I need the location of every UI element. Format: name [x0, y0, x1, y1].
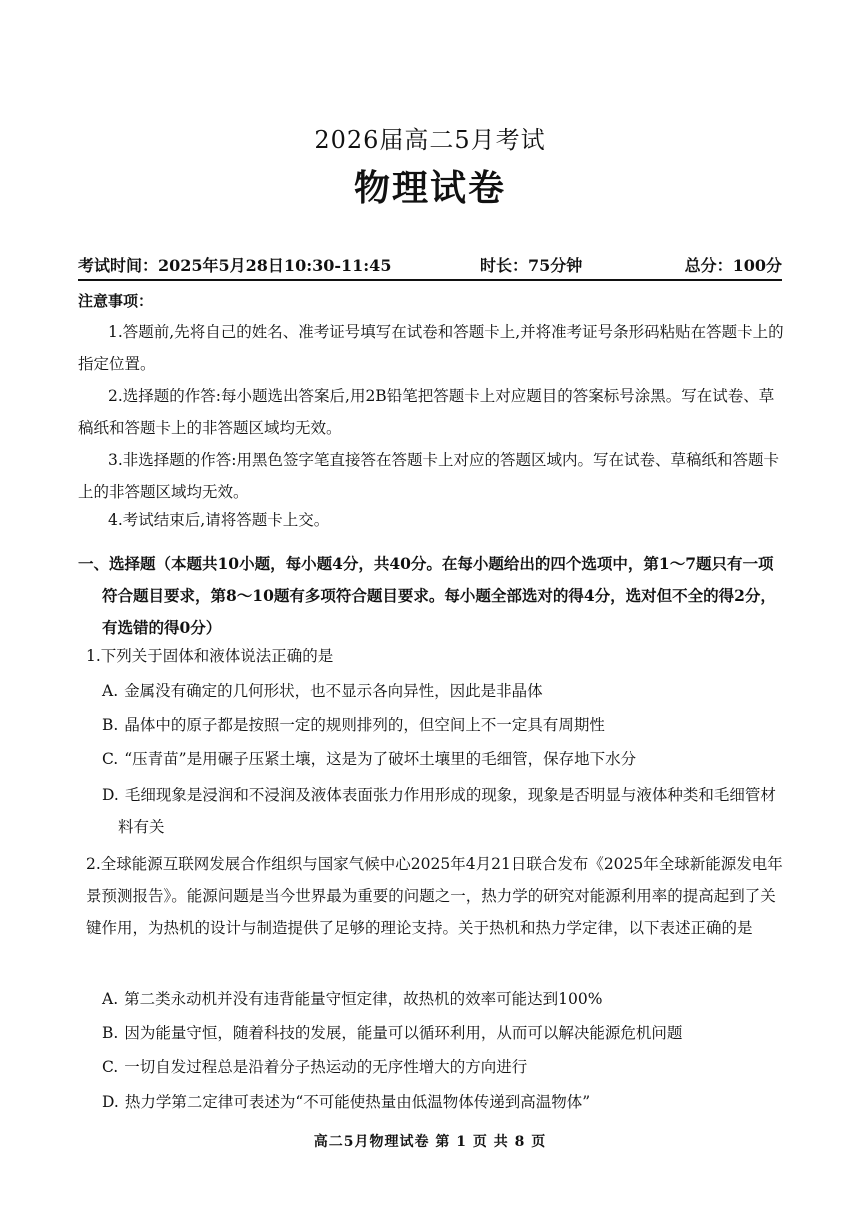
option-text: 热力学第二定律可表述为“不可能使热量由低温物体传递到高温物体” — [124, 1093, 591, 1111]
option-text: 毛细现象是浸润和不浸润及液体表面张力作用形成的现象，现象是否明显与液体种类和毛细管材料有关 — [118, 786, 776, 836]
section-heading-choice: 一、选择题（本题共10小题，每小题4分，共40分。在每小题给出的四个选项中，第1～7题只有一项符合题目要求，第8～10题有多项符合题目要求。每小题全部选对的得4分，选对但不全的得2分，有选错的得0分） — [78, 554, 776, 637]
option-letter: B. — [102, 716, 119, 734]
question-2-stem: 2.全球能源互联网发展合作组织与国家气候中心2025年4月21日联合发布《2025年全球新能源发电年景预测报告》。能源问题是当今世界最为重要的问题之一，热力学的研究对能源利用率的提高起到了关键作用，为热机的设计与制造提供了足够的理论支持。关于热机和热力学定律，以下表述正确的是 — [86, 855, 783, 937]
exam-total-score: 总分：100分 — [684, 256, 782, 275]
notice-item-2: 2.选择题的作答:每小题选出答案后,用2B铅笔把答题卡上对应题目的答案标号涂黑。写在试卷、草稿纸和答题卡上的非答题区域均无效。 — [78, 387, 775, 437]
notice-item-3: 3.非选择题的作答:用黑色签字笔直接答在答题卡上对应的答题区域内。写在试卷、草稿纸和答题卡上的非答题区域均无效。 — [78, 451, 780, 501]
option-text: 晶体中的原子都是按照一定的规则排列的，但空间上不一定具有周期性 — [124, 716, 605, 734]
option-text: “压青苗”是用碾子压紧土壤，这是为了破坏土壤里的毛细管，保存地下水分 — [124, 750, 637, 768]
option-letter: D. — [102, 1093, 119, 1111]
question-1-option-c — [102, 743, 786, 775]
notice-item-4: 4.考试结束后,请将答题卡上交。 — [108, 511, 330, 529]
question-2-option-c — [102, 1051, 786, 1083]
question-1-option-a — [102, 675, 786, 707]
option-letter: C. — [102, 1058, 119, 1076]
exam-time: 考试时间：2025年5月28日10:30-11:45 — [78, 256, 392, 275]
exam-subtitle: 2026届高二5月考试 — [314, 126, 546, 154]
option-letter: B. — [102, 1024, 119, 1042]
question-1-stem: 1.下列关于固体和液体说法正确的是 — [86, 647, 334, 665]
option-text: 一切自发过程总是沿着分子热运动的无序性增大的方向进行 — [124, 1058, 528, 1076]
question-2-option-b — [102, 1017, 786, 1049]
option-text: 金属没有确定的几何形状，也不显示各向异性，因此是非晶体 — [124, 682, 543, 700]
exam-info-row — [78, 251, 782, 281]
option-letter: C. — [102, 750, 119, 768]
option-text: 第二类永动机并没有违背能量守恒定律，故热机的效率可能达到100% — [124, 990, 603, 1008]
option-letter: A. — [102, 682, 119, 700]
question-1-option-d — [102, 779, 786, 843]
notice-item-1: 1.答题前,先将自己的姓名、准考证号填写在试卷和答题卡上,并将准考证号条形码粘贴在答题卡上的指定位置。 — [78, 323, 784, 373]
notice-heading: 注意事项： — [78, 292, 154, 310]
exam-duration: 时长：75分钟 — [480, 256, 583, 275]
option-letter: A. — [102, 990, 119, 1008]
question-1-option-b — [102, 709, 786, 741]
question-2-option-d — [102, 1086, 786, 1118]
question-2-option-a — [102, 983, 786, 1015]
option-letter: D. — [102, 786, 119, 804]
exam-title: 物理试卷 — [353, 168, 506, 209]
option-text: 因为能量守恒，随着科技的发展，能量可以循环利用，从而可以解决能源危机问题 — [124, 1024, 683, 1042]
page-footer: 高二5月物理试卷 第 1 页 共 8 页 — [313, 1134, 547, 1150]
